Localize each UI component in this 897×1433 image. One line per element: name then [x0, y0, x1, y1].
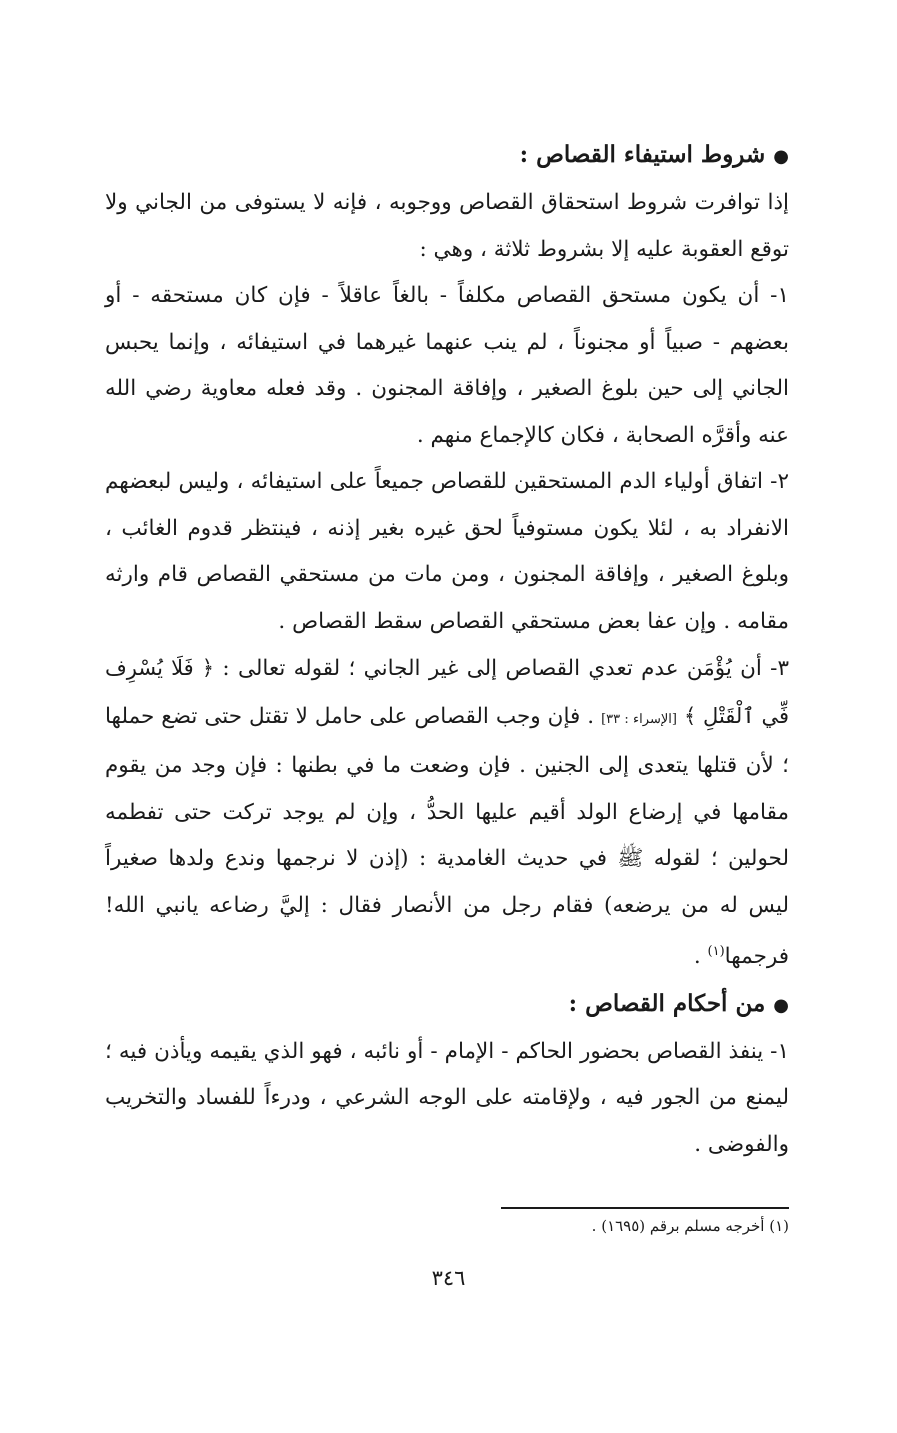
page-content — [105, 132, 789, 1168]
bullet-icon: ● — [773, 146, 789, 167]
section-heading-qisas-conditions: ●شروط استيفاء القصاص : — [519, 141, 789, 168]
condition-2-paragraph: ٢- اتفاق أولياء الدم المستحقين للقصاص جميعاً على استيفائه ، وليس لبعضهم الانفراد به ، لئلا يكون مستوفياً لحق غيره بغير إذنه ، فينتظر قدوم الغائب ، وبلوغ الصغير ، وإفاقة المجنون ، ومن مات من مستحقي القصاص قام وارثه مقامه . وإن عفا بعض مستحقي القصاص سقط القصاص . — [105, 469, 789, 634]
footnote: (١) أخرجه مسلم برقم (١٦٩٥) . — [591, 1217, 789, 1235]
quran-verse: ﴿ فَلَا يُسْرِف فِّي ٱلْقَتْلِ ﴾ — [105, 656, 789, 728]
verse-reference: [الإسراء : ٣٣] — [601, 711, 677, 727]
footnote-marker: (١) — [707, 944, 725, 959]
condition-3-text-a: ٣- أن يُؤْمَن عدم تعدي القصاص إلى غير الجاني ؛ لقوله تعالى : — [222, 656, 789, 681]
section-heading-qisas-rulings: ●من أحكام القصاص : — [568, 989, 789, 1017]
page-number: ٣٤٦ — [431, 1266, 466, 1290]
condition-1-paragraph: ١- أن يكون مستحق القصاص مكلفاً - بالغاً عاقلاً - فإن كان مستحقه - أو بعضهم - صبياً أو مجنوناً ، لم ينب عنهما غيرهما في استيفائه ، وإنما يحبس الجاني إلى حين بلوغ الصغير ، وإفاقة المجنون . وقد فعله معاوية رضي الله عنه وأقرَّه الصحابة ، فكان كالإجماع منهم . — [105, 283, 789, 448]
footnote-separator — [501, 1207, 789, 1209]
condition-3-end: . — [693, 944, 708, 970]
ruling-1-paragraph: ١- ينفذ القصاص بحضور الحاكم - الإمام - أو نائبه ، فهو الذي يقيمه ويأذن فيه ؛ ليمنع من الجور فيه ، ولإقامته على الوجه الشرعي ، ودرءاً للفساد والتخريب والفوضى . — [105, 1038, 789, 1157]
condition-3-paragraph — [105, 645, 789, 981]
condition-3-text-b: . فإن وجب القصاص على حامل لا تقتل حتى تضع حملها ؛ لأن قتلها يتعدى إلى الجنين . فإن وضعت ما في بطنها : فإن وجد من يقوم مقامها في إرضاع الولد أقيم عليها الحدُّ ، وإن لم يوجد تركت حتى تفطمه لحولين ؛ لقوله ﷺ في حديث الغامدية : (إذن لا نرجمها وندع ولدها صغيراً ليس له من يرضعه) فقام رجل من الأنصار فقال : إليَّ رضاعه يانبي الله! فرجمها — [105, 703, 789, 970]
bullet-icon: ● — [773, 994, 789, 1016]
intro-paragraph: إذا توافرت شروط استحقاق القصاص ووجوبه ، فإنه لا يستوفى من الجاني ولا توقع العقوبة عليه إلا بشروط ثلاثة ، وهي : — [105, 190, 789, 262]
